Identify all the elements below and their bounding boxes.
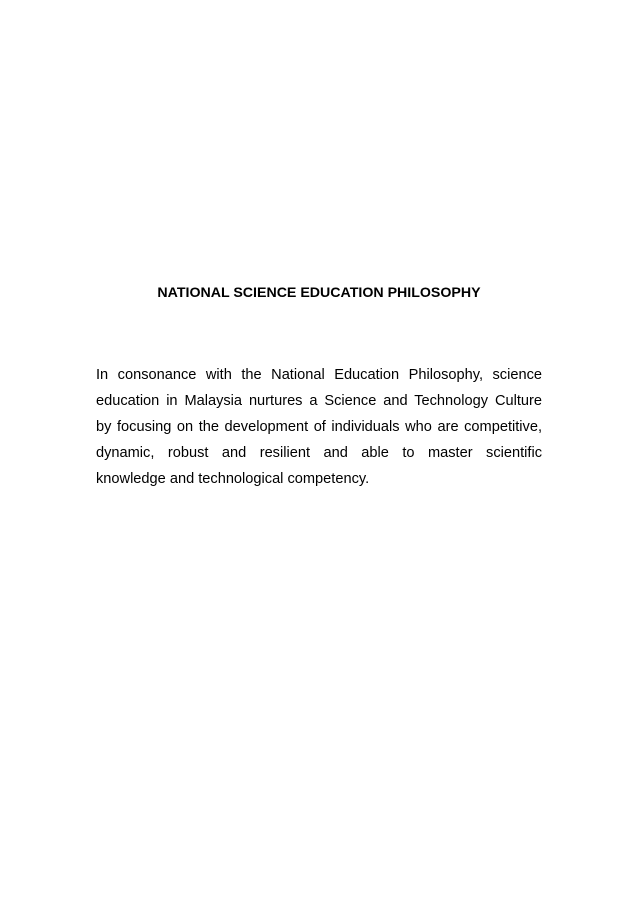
paragraph-line: dynamic, robust and resilient and able to master scientific xyxy=(96,445,542,461)
paragraph-line: In consonance with the National Education Philosophy, science xyxy=(96,367,542,383)
page-title: NATIONAL SCIENCE EDUCATION PHILOSOPHY xyxy=(157,285,481,301)
philosophy-paragraph xyxy=(96,362,542,492)
paragraph-line: knowledge and technological competency. xyxy=(96,471,370,487)
paragraph-line: by focusing on the development of individuals who are competitive, xyxy=(96,419,542,435)
paragraph-line: education in Malaysia nurtures a Science and Technology Culture xyxy=(96,393,542,409)
